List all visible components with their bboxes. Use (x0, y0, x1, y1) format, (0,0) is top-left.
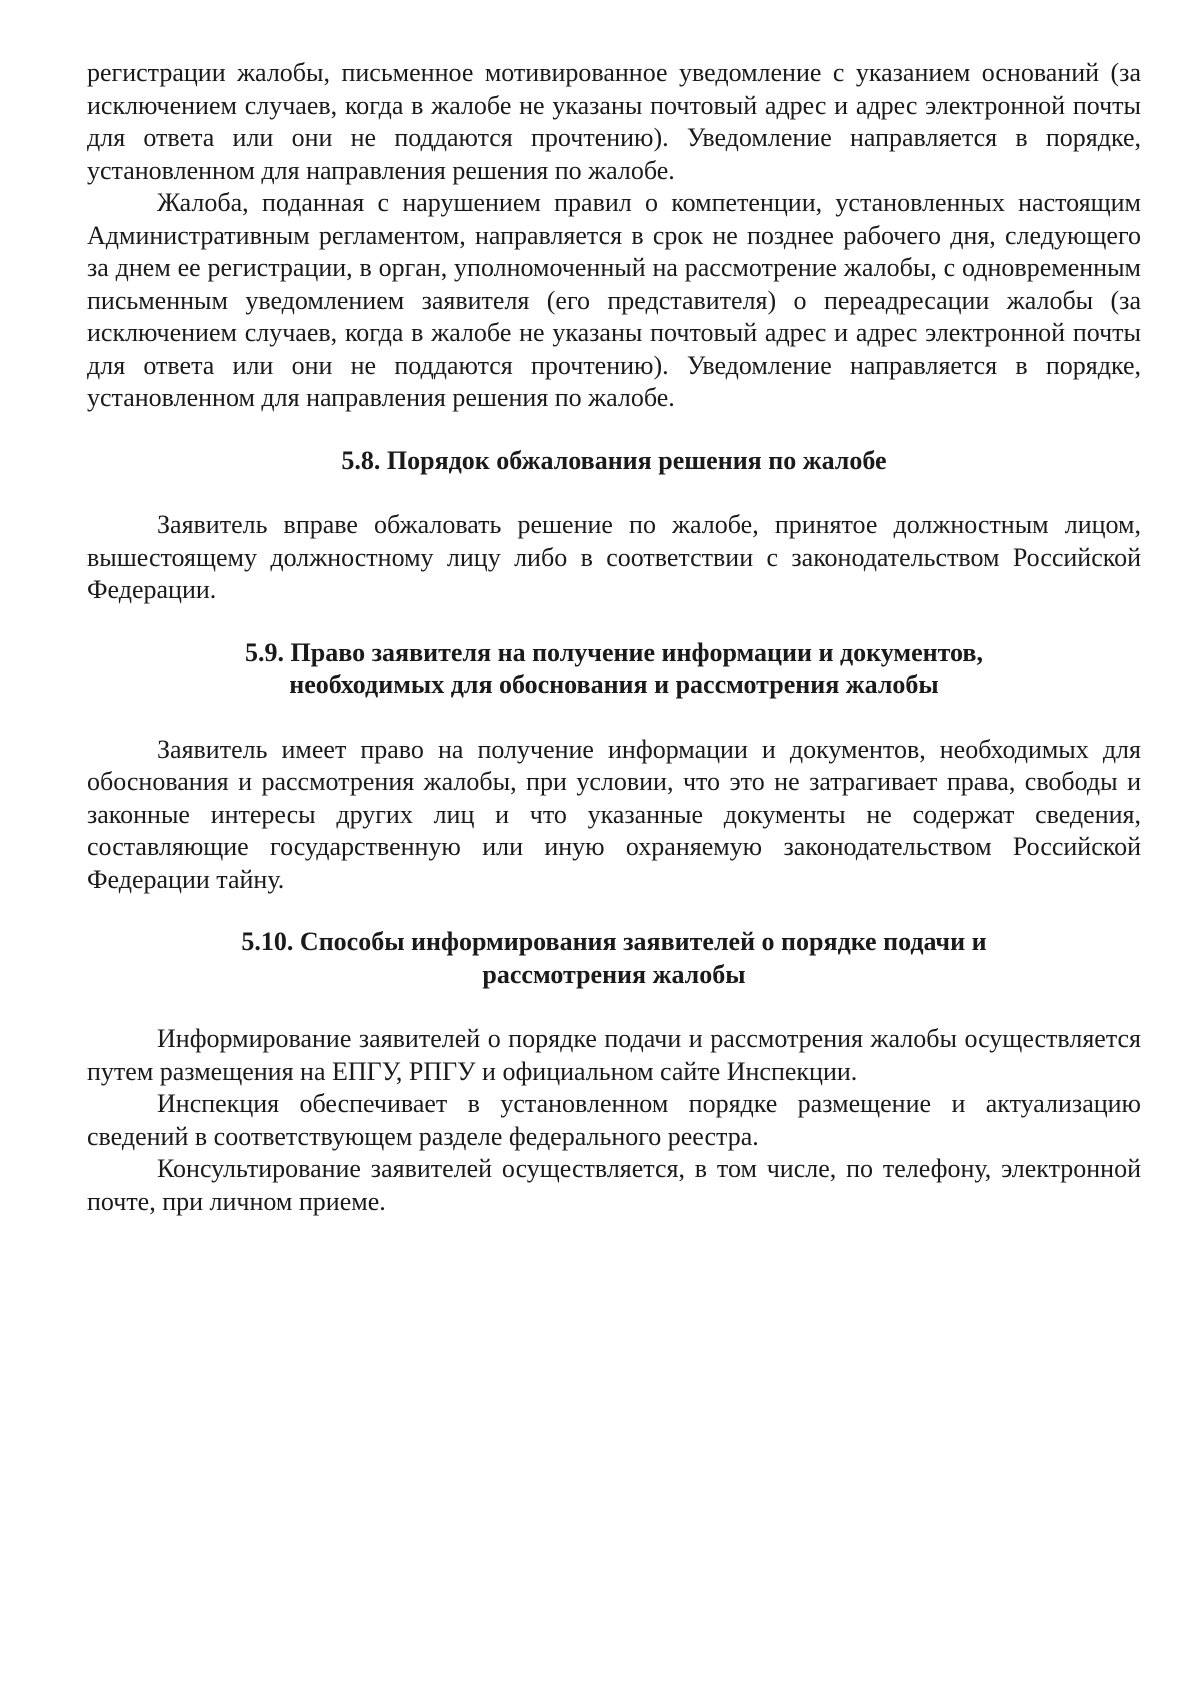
document-body (87, 57, 1141, 1218)
section-5-9-title-line1: 5.9. Право заявителя на получение информации и документов, (245, 637, 983, 667)
section-5-8-paragraph: Заявитель вправе обжаловать решение по жалобе, принятое должностным лицом, вышестоящему должностному лицу либо в соответствии с законодательством Российской Федерации. (87, 510, 1141, 604)
section-5-10-title-line2: рассмотрения жалобы (482, 959, 746, 989)
section-5-9-title-line2: необходимых для обоснования и рассмотрения жалобы (289, 670, 939, 699)
section-5-9-title (87, 637, 1141, 702)
section-5-10-paragraph-3: Консультирование заявителей осуществляется, в том числе, по телефону, электронной почте, при личном приеме. (87, 1154, 1141, 1216)
section-5-10-paragraph-2: Инспекция обеспечивает в установленном порядке размещение и актуализацию сведений в соответствующем разделе федерального реестра. (87, 1089, 1141, 1151)
section-5-8-title (87, 445, 1141, 478)
redirect-paragraph: Жалоба, поданная с нарушением правил о компетенции, установленных настоящим Административным регламентом, направляется в срок не позднее рабочего дня, следующего за днем ее регистрации, в орган, уполномоченный на рассмотрение жалобы, с одновременным письменным уведомлением заявителя (его представителя) о переадресации жалобы (за исключением случаев, когда в жалобе не указаны почтовый адрес и адрес электронной почты для ответа или они не поддаются прочтению). Уведомление направляется в порядке, установленном для направления решения по жалобе. (87, 188, 1141, 412)
section-5-10-title (87, 926, 1141, 991)
section-5-8-title-text: 5.8. Порядок обжалования решения по жалобе (341, 445, 887, 475)
section-5-10-paragraph-1: Информирование заявителей о порядке подачи и рассмотрения жалобы осуществляется путем размещения на ЕПГУ, РПГУ и официальном сайте Инспекции. (87, 1024, 1141, 1086)
section-5-9-paragraph: Заявитель имеет право на получение информации и документов, необходимых для обоснования и рассмотрения жалобы, при условии, что это не затрагивает права, свободы и законные интересы других лиц и что указанные документы не содержат сведения, составляющие государственную или иную охраняемую законодательством Российской Федерации тайну. (87, 734, 1141, 894)
intro-paragraph: регистрации жалобы, письменное мотивированное уведомление с указанием оснований (за исключением случаев, когда в жалобе не указаны почтовый адрес и адрес электронной почты для ответа или они не поддаются прочтению). Уведомление направляется в порядке, установленном для направления решения по жалобе. (87, 58, 1141, 185)
section-5-10-title-line1: 5.10. Способы информирования заявителей о порядке подачи и (241, 927, 987, 956)
